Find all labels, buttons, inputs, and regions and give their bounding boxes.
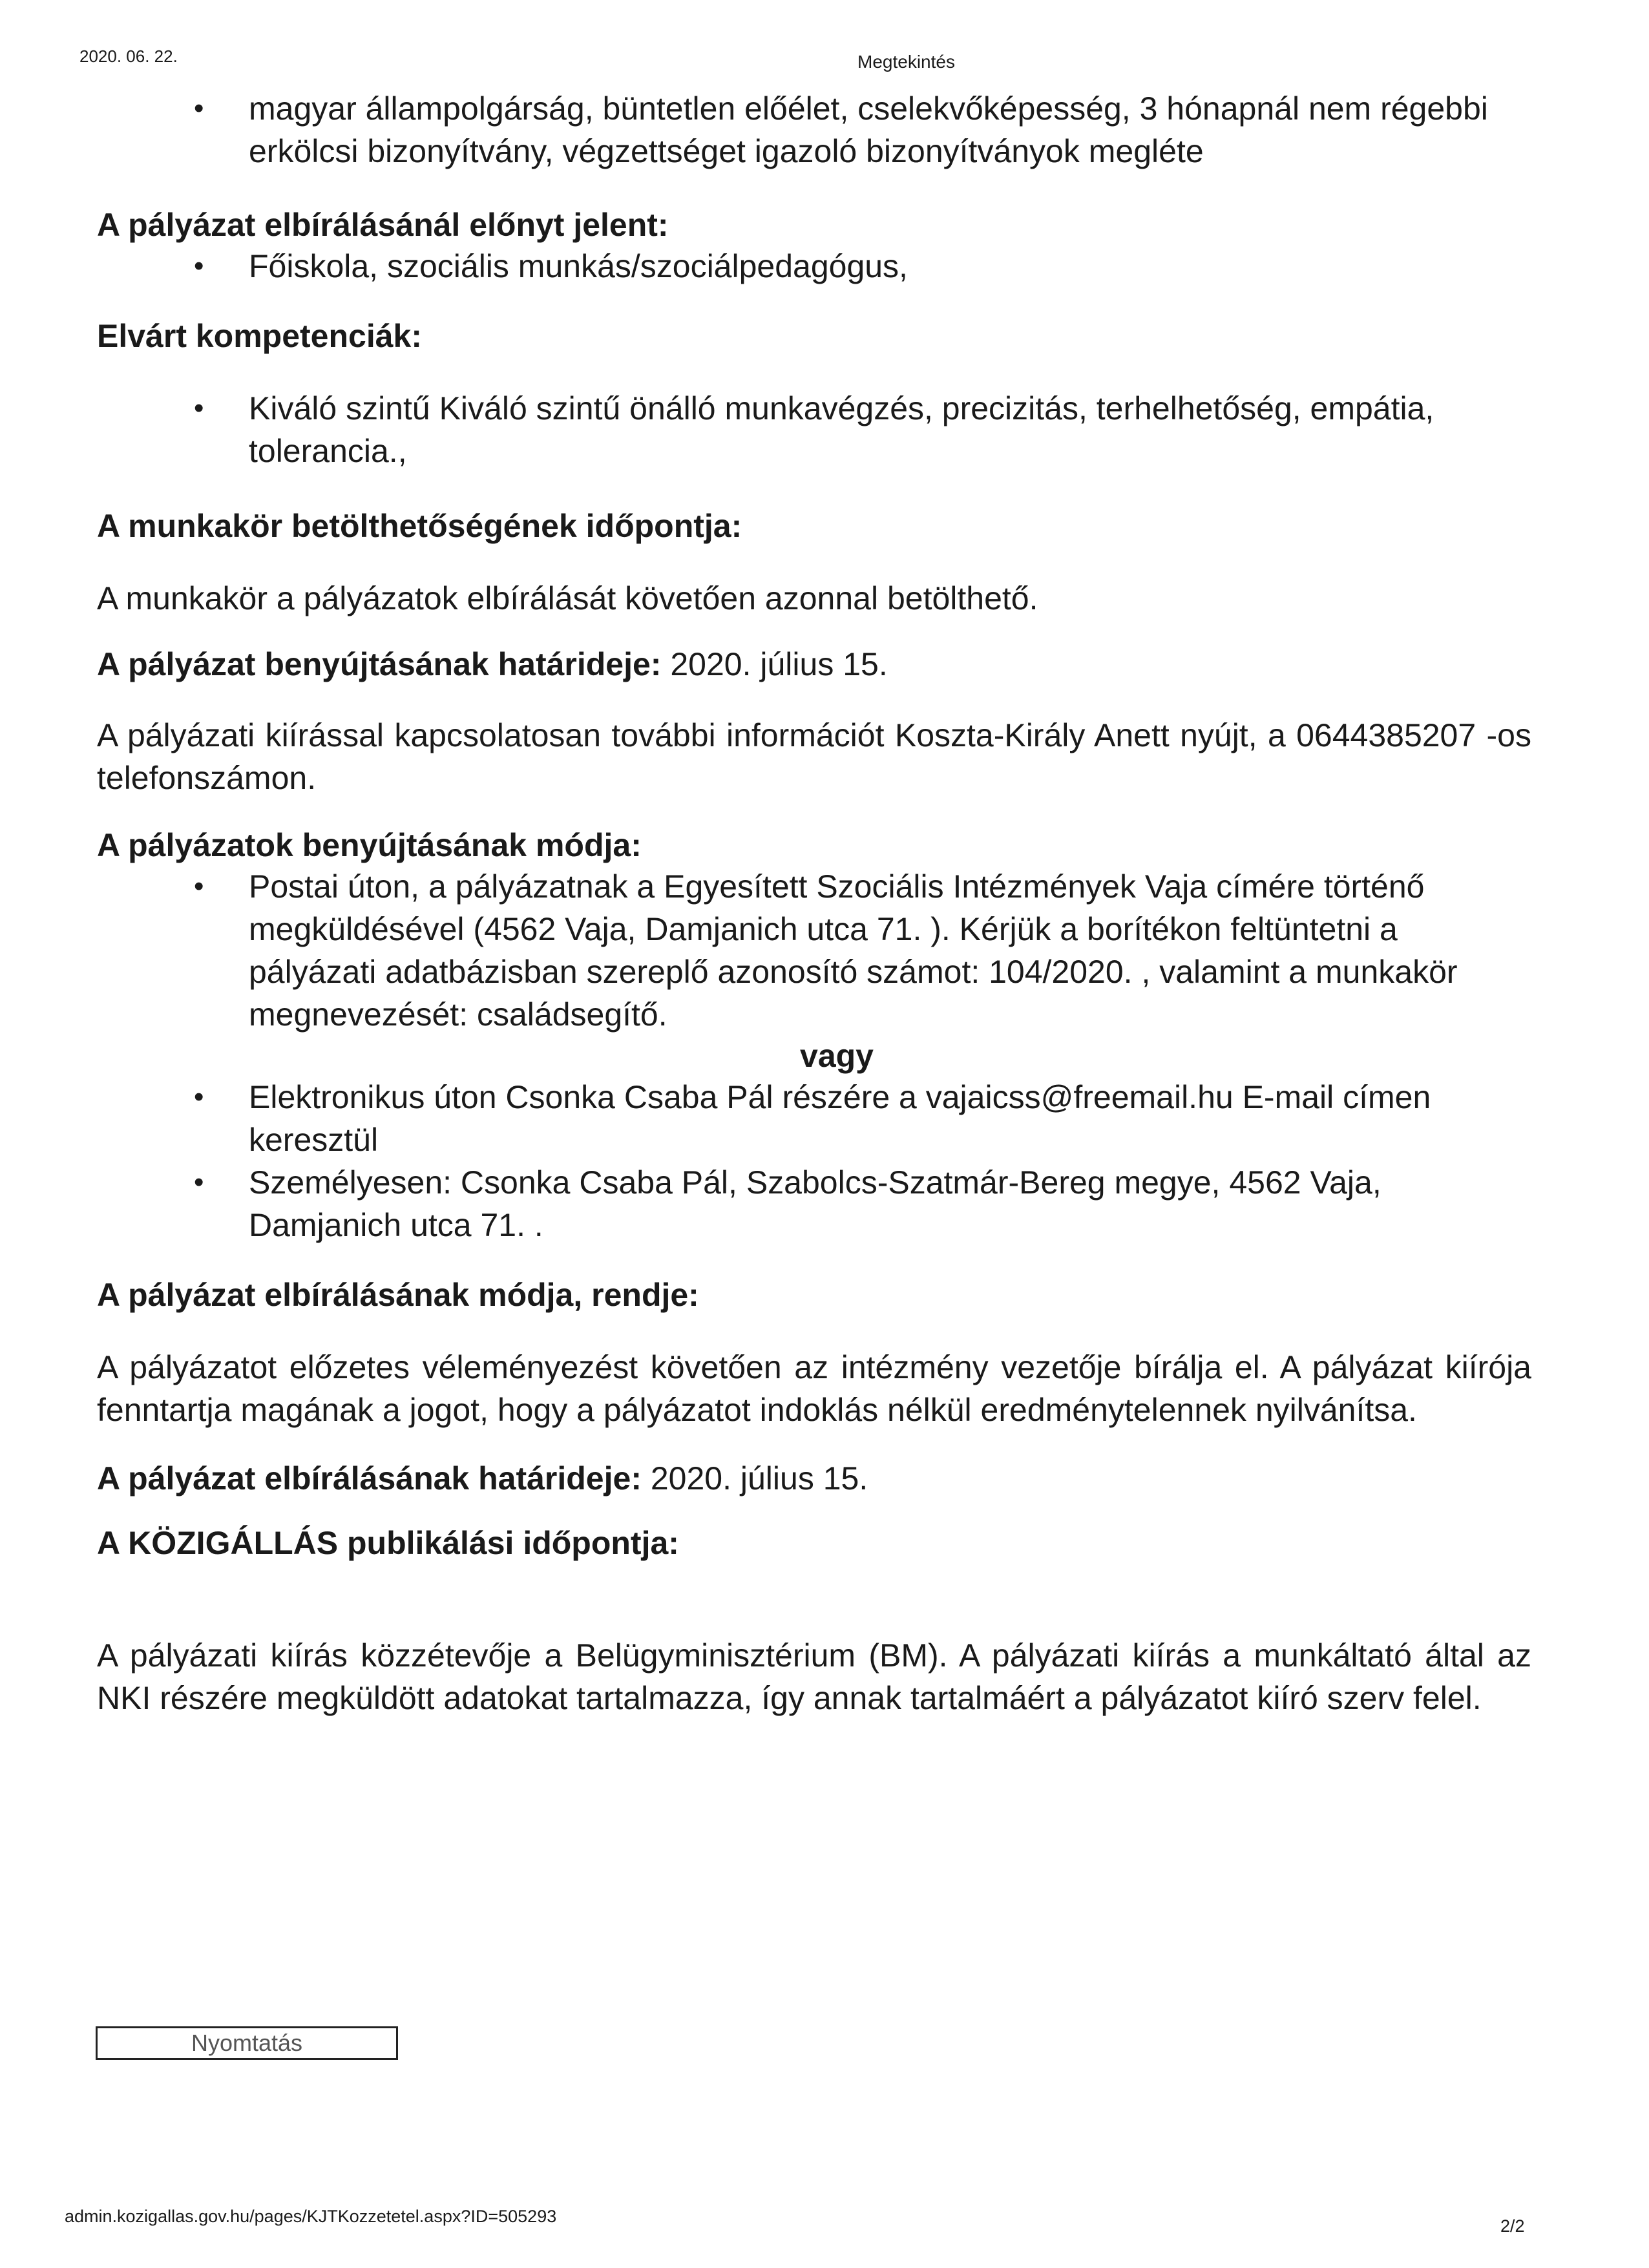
advantage-list [97,245,1531,288]
info-text: A pályázati kiírással kapcsolatosan további információt Koszta-Király Anett nyújt, a 0644385207 -os telefonszámon. [97,717,1531,796]
publication-heading: A KÖZIGÁLLÁS publikálási időpontja: [97,1525,679,1561]
bullet-icon: • [194,250,204,282]
list-item-text: Főiskola, szociális munkás/szociálpedagógus, [249,248,908,284]
submission-heading: A pályázatok benyújtásának módja: [97,827,642,863]
submission-personal-text: Személyesen: Csonka Csaba Pál, Szabolcs-Szatmár-Bereg megye, 4562 Vaja, Damjanich utca 71. . [249,1164,1381,1243]
competencies-section [97,316,1531,472]
bullet-icon: • [194,870,204,902]
submission-electronic-text: Elektronikus úton Csonka Csaba Pál részére a vajaicss@freemail.hu E-mail címen keresztül [249,1079,1431,1158]
bullet-icon: • [194,92,204,124]
publication-text: A pályázati kiírás közzétevője a Belügyminisztérium (BM). A pályázati kiírás a munkáltató által az NKI részére megküldött adatokat tartalmazza, így annak tartalmáért a pályázatot kiíró szerv felel. [97,1637,1531,1716]
deadline-value: 2020. július 15. [670,646,888,682]
bullet-icon: • [194,392,204,424]
deadline-section [97,643,1531,686]
competencies-list [97,387,1531,472]
list-item-text: magyar állampolgárság, büntetlen előélet, cselekvőképesség, 3 hónapnál nem régebbi erkölcsi bizonyítvány, végzettséget igazoló bizonyítványok megléte [249,90,1488,169]
list-item [97,387,1531,472]
footer-url: admin.kozigallas.gov.hu/pages/KJTKozzetetel.aspx?ID=505293 [65,2207,557,2226]
evaluation-section [97,1275,1531,1431]
submission-list [97,865,1531,1036]
info-section [97,714,1531,799]
advantage-section [97,205,1531,288]
evaluation-deadline-value: 2020. július 15. [650,1460,868,1496]
start-date-section [97,506,1531,620]
evaluation-deadline-label: A pályázat elbírálásának határideje: [97,1460,642,1496]
list-item [97,1076,1531,1161]
or-separator: vagy [800,1038,874,1074]
list-item [97,87,1531,173]
evaluation-text: A pályázatot előzetes véleményezést követően az intézmény vezetője bírálja el. A pályázat kiírója fenntartja magának a jogot, hogy a pályázatot indoklás nélkül eredménytelennek nyilvánítsa. [97,1349,1531,1428]
list-item-text: Kiváló szintű Kiváló szintű önálló munkavégzés, precizitás, terhelhetőség, empátia, tolerancia., [249,390,1434,469]
deadline-line [97,643,1531,686]
publication-section [97,1523,1531,1719]
deadline-label: A pályázat benyújtásának határideje: [97,646,662,682]
bullet-icon: • [194,1081,204,1113]
submission-postal-text: Postai úton, a pályázatnak a Egyesített Szociális Intézmények Vaja címére történő megküldésével (4562 Vaja, Damjanich utca 71. ). Kérjük a borítékon feltüntetni a pályázati adatbázisban szereplő azonosító számot: 104/2020. , valamint a munkakör megnevezését: családsegítő. [249,868,1458,1033]
requirements-section [97,87,1531,173]
page-header-title: Megtekintés [857,52,955,72]
print-date: 2020. 06. 22. [79,47,178,66]
start-date-heading: A munkakör betölthetőségének időpontja: [97,508,742,544]
start-date-text: A munkakör a pályázatok elbírálását követően azonnal betölthető. [97,580,1038,616]
evaluation-deadline-line [97,1457,1531,1500]
evaluation-deadline-section [97,1457,1531,1500]
list-item [97,865,1531,1036]
list-item [97,1161,1531,1246]
advantage-heading: A pályázat elbírálásánál előnyt jelent: [97,207,669,243]
print-button[interactable]: Nyomtatás [96,2026,398,2060]
list-item [97,245,1531,288]
page-number: 2/2 [1500,2216,1525,2236]
document-body [97,87,1531,1719]
bullet-icon: • [194,1166,204,1198]
competencies-heading: Elvárt kompetenciák: [97,318,422,354]
requirements-list [97,87,1531,173]
evaluation-heading: A pályázat elbírálásának módja, rendje: [97,1277,699,1313]
submission-list-alt [97,1076,1531,1246]
submission-section [97,825,1531,1246]
